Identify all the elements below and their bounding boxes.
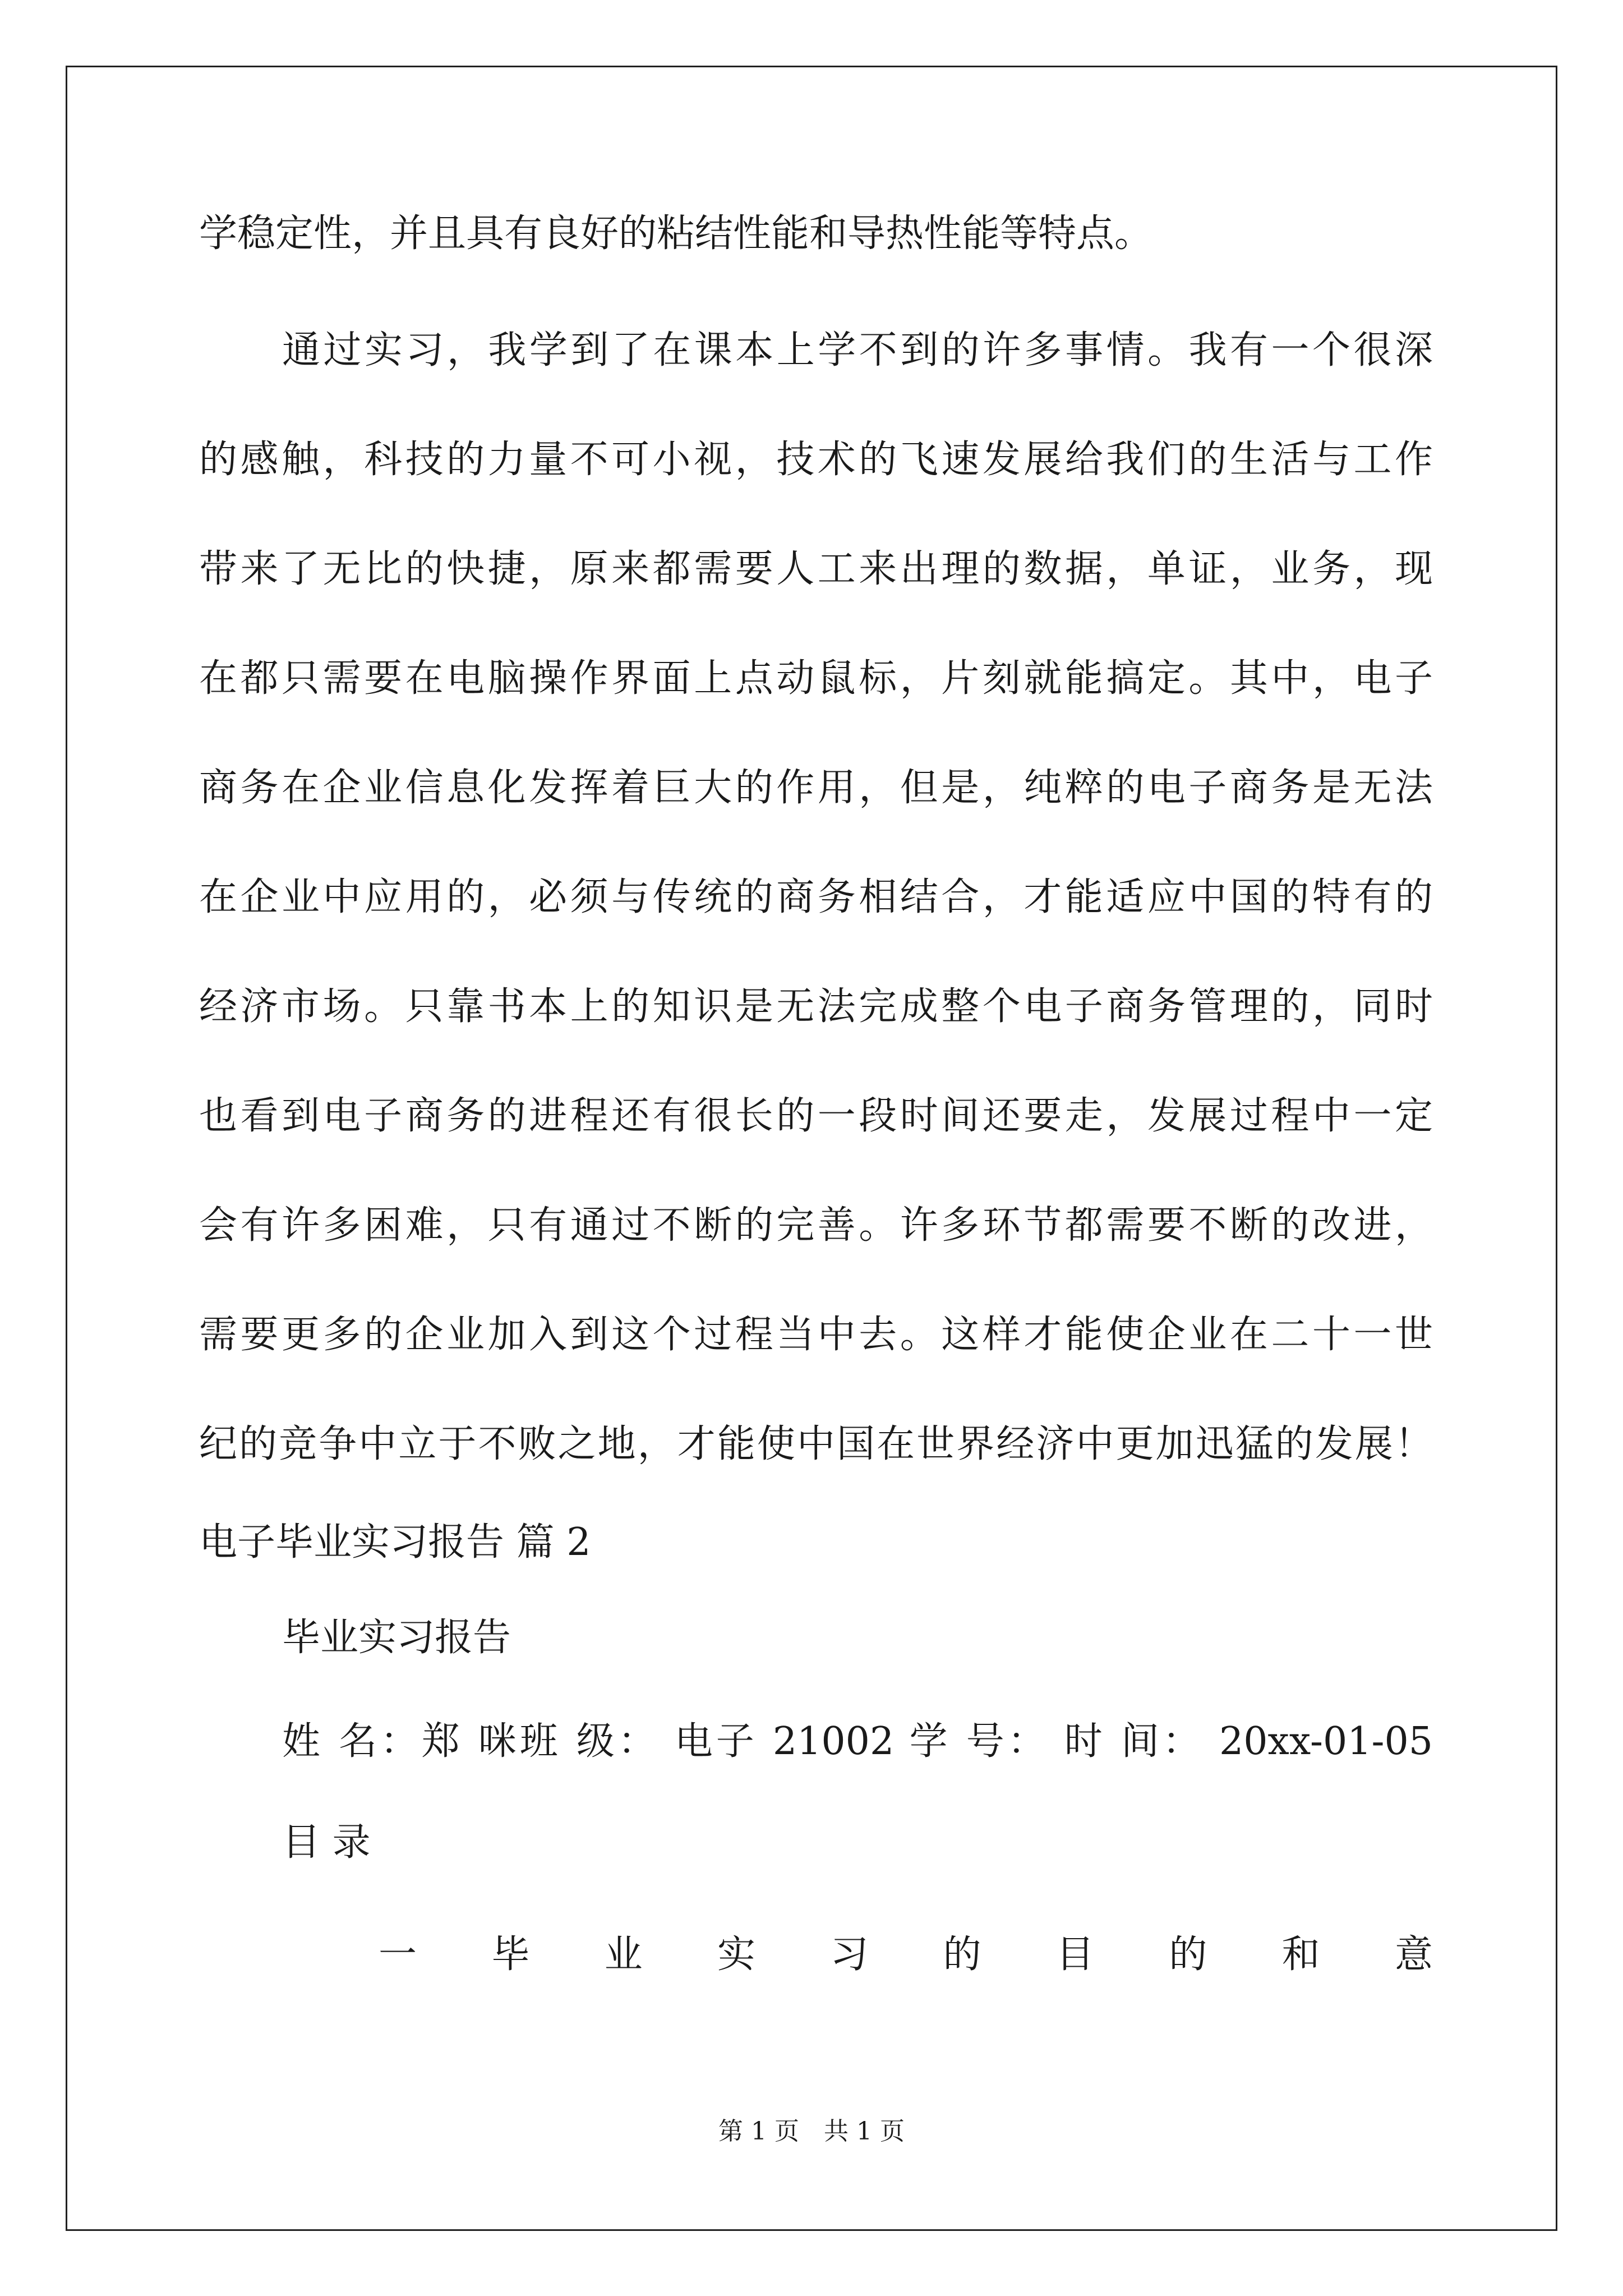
section-title: 电子毕业实习报告 篇 2	[199, 1520, 591, 1565]
paragraph-2-line: 在企业中应用的，必须与传统的商务相结合，才能适应中国的特有的	[199, 875, 1433, 919]
report-title: 毕业实习报告	[282, 1616, 511, 1660]
paragraph-2-line: 带来了无比的快捷，原来都需要人工来出理的数据，单证，业务，现	[199, 547, 1433, 591]
paragraph-2-line: 纪的竞争中立于不败之地，才能使中国在世界经济中更加迅猛的发展！	[199, 1422, 1433, 1466]
paragraph-2-line: 会有许多困难，只有通过不断的完善。许多环节都需要不断的改进，	[199, 1203, 1433, 1248]
paragraph-2-line: 经济市场。只靠书本上的知识是无法完成整个电子商务管理的，同时	[199, 984, 1433, 1029]
page-footer: 第 1 页 共 1 页	[718, 2117, 905, 2146]
paragraph-2-line: 在都只需要在电脑操作界面上点动鼠标，片刻就能搞定。其中，电子	[199, 656, 1433, 701]
paragraph-2-line: 商务在企业信息化发挥着巨大的作用，但是，纯粹的电子商务是无法	[199, 766, 1433, 810]
toc-entry: 一 毕 业 实 习 的 目 的 和 意	[379, 1932, 1433, 1977]
paragraph-2-line: 也看到电子商务的进程还有很长的一段时间还要走，发展过程中一定	[199, 1094, 1433, 1138]
paragraph-2-line: 需要更多的企业加入到这个过程当中去。这样才能使企业在二十一世	[199, 1313, 1433, 1357]
paragraph-2-line: 通过实习，我学到了在课本上学不到的许多事情。我有一个很深	[282, 328, 1433, 372]
student-info-line: 姓 名：郑 咪班 级： 电子 21002 学 号： 时 间： 20xx-01-05	[282, 1719, 1433, 1764]
toc-heading: 目 录	[282, 1820, 371, 1865]
paragraph-1-line: 学稳定性，并且具有良好的粘结性能和导热性能等特点。	[199, 211, 1153, 256]
paragraph-2-line: 的感触，科技的力量不可小视，技术的飞速发展给我们的生活与工作	[199, 438, 1433, 482]
